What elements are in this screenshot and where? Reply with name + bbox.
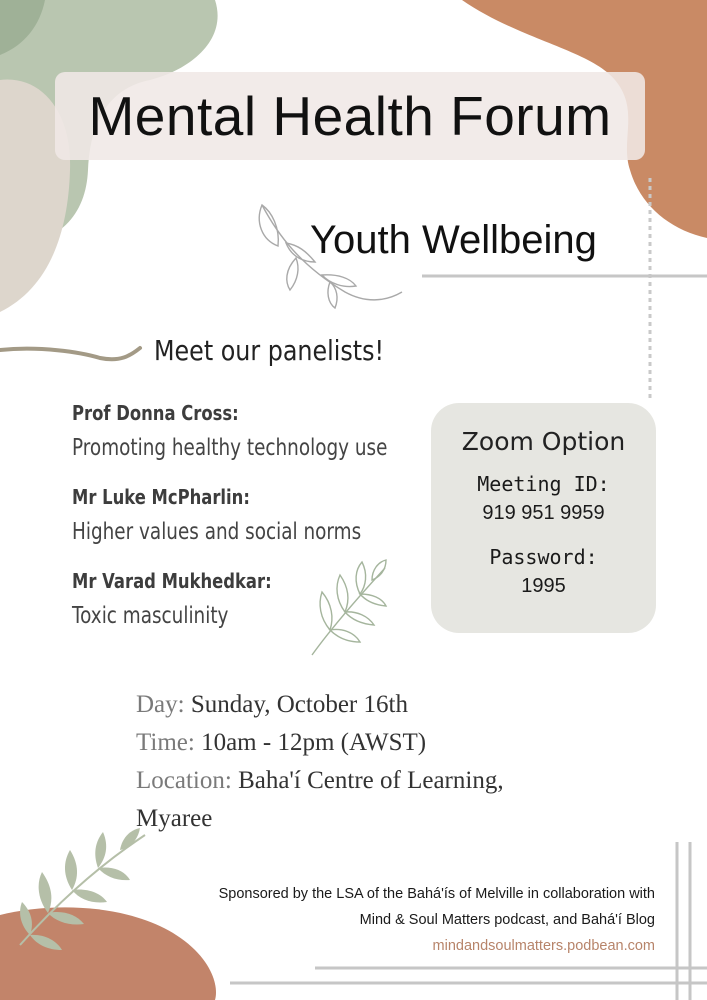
sponsor-block — [219, 881, 655, 959]
meeting-id-label: Meeting ID: — [477, 472, 610, 496]
event-details — [136, 686, 504, 838]
day-row — [136, 686, 504, 724]
panelist-name: Mr Luke McPharlin: — [72, 485, 250, 509]
panelist-name: Prof Donna Cross: — [72, 401, 239, 425]
zoom-title: Zoom Option — [461, 427, 626, 456]
sponsor-line-1: Sponsored by the LSA of the Bahá'ís of Melville in collaboration with — [218, 886, 655, 902]
panelist-item — [72, 566, 432, 633]
terracotta-blob-bottom — [0, 907, 216, 1000]
curved-line — [0, 348, 140, 359]
location-row — [136, 762, 504, 800]
panelist-topic: Promoting healthy technology use — [72, 435, 388, 461]
panelist-topic: Higher values and social norms — [72, 519, 362, 545]
zoom-info-box — [431, 403, 656, 633]
location-label: Location: — [136, 767, 232, 794]
time-value: 10am - 12pm (AWST) — [201, 729, 427, 756]
page-title: Mental Health Forum — [88, 85, 612, 147]
password-label: Password: — [489, 545, 598, 569]
panelist-item — [72, 398, 432, 465]
panelists-heading: Meet our panelists! — [154, 334, 385, 367]
time-row — [136, 724, 504, 762]
panelist-topic: Toxic masculinity — [72, 603, 229, 629]
password-value: 1995 — [521, 575, 566, 597]
day-label: Day: — [136, 691, 185, 718]
subtitle: Youth Wellbeing — [310, 218, 597, 262]
panelist-item — [72, 482, 432, 549]
time-label: Time: — [136, 729, 195, 756]
location-line2: Myaree — [136, 805, 213, 832]
panelist-name: Mr Varad Mukhedkar: — [72, 569, 272, 593]
title-banner — [55, 72, 645, 160]
sponsor-line-2: Mind & Soul Matters podcast, and Bahá'í Blog — [359, 912, 655, 928]
day-value: Sunday, October 16th — [190, 691, 408, 718]
panelist-list — [72, 398, 432, 650]
meeting-id-value: 919 951 9959 — [482, 502, 605, 524]
location-value: Baha'í Centre of Learning, — [238, 767, 504, 794]
podcast-link[interactable]: mindandsoulmatters.podbean.com — [432, 938, 655, 954]
